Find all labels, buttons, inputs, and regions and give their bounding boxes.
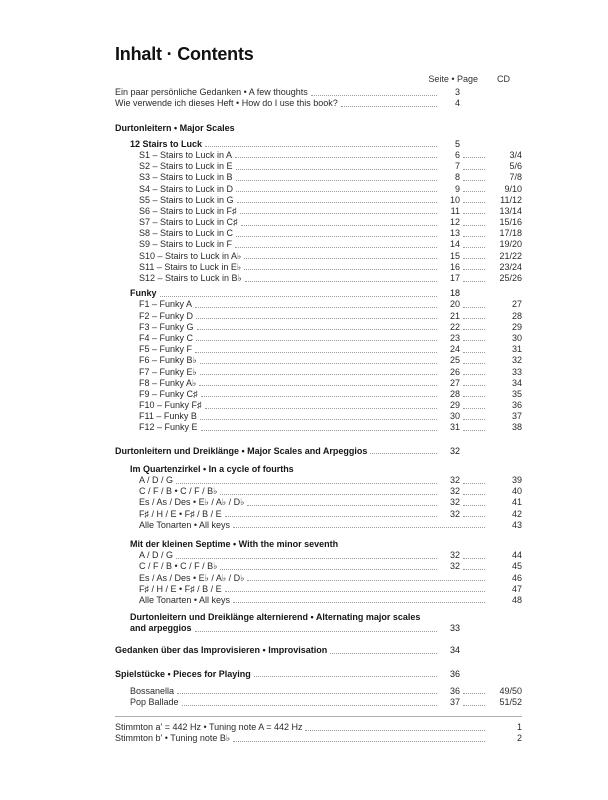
toc-entry-label: S5 – Stairs to Luck in G [139,194,234,205]
toc-entry-label: S4 – Stairs to Luck in D [139,183,234,194]
dot-leader [463,396,485,397]
toc-row [115,668,522,679]
dot-leader [200,374,437,375]
toc-row [115,150,522,161]
cd-number: 51/52 [499,697,522,707]
dot-leader [463,385,485,386]
dot-leader [220,494,437,495]
dot-leader [463,374,485,375]
toc-entry-label: F♯ / H / E • F♯ / B / E [139,508,222,519]
toc-entry-label: F8 – Funky A♭ [139,377,197,388]
page-number: 4 [454,98,460,109]
toc-entry-label: Pop Ballade [130,697,179,707]
dot-leader [233,741,485,742]
page-number: 26 [449,366,460,377]
dot-leader [463,157,485,158]
toc-row [115,733,522,744]
dot-leader [463,494,485,495]
toc-entry-label: F11 – Funky B [139,411,197,422]
toc-row [115,310,522,321]
page-number: 32 [449,445,460,456]
cd-number: 30 [511,332,522,343]
dot-leader [182,705,437,706]
toc-row [115,486,522,497]
toc-entry-label: F3 – Funky G [139,321,194,332]
dot-leader [176,558,437,559]
toc-entry-label: S11 – Stairs to Luck in E♭ [139,261,242,272]
dot-leader [463,247,485,248]
page-number: 7 [454,161,460,172]
toc-row [115,288,522,299]
toc-row [115,422,522,433]
dot-leader [233,527,485,528]
dot-leader [225,591,485,592]
toc-row [115,322,522,333]
toc-row [115,183,522,194]
dot-leader [463,236,485,237]
dot-leader [236,169,437,170]
page-number: 36 [449,685,460,696]
dot-leader [370,453,437,454]
dot-leader [199,385,437,386]
cd-number: 45 [511,561,522,572]
toc-row [115,273,522,284]
dot-leader [463,180,485,181]
cd-number: 33 [511,366,522,377]
dot-leader [233,602,485,603]
toc-row [115,98,522,109]
toc-row [115,722,522,733]
toc-row [115,206,522,217]
cd-number: 41 [511,497,522,508]
dot-leader [225,516,437,517]
page-number: 22 [449,321,460,332]
toc-entry-label: F1 – Funky A [139,299,193,310]
cd-number: 15/16 [499,217,522,228]
separator-rule [115,716,522,717]
page-column-header: Seite • Page [428,74,478,84]
dot-leader [463,318,485,319]
toc-list [115,87,522,744]
toc-row [115,217,522,228]
toc-row [115,572,522,583]
page-number: 29 [449,400,460,411]
cd-number: 46 [511,572,522,583]
page-number: 36 [449,668,460,679]
toc-row [115,122,522,133]
toc-row [115,299,522,310]
dot-leader [463,307,485,308]
page-number: 10 [449,194,460,205]
toc-row [115,239,522,250]
dot-leader [205,146,437,147]
toc-entry-label: F2 – Funky D [139,310,194,321]
toc-row [115,172,522,183]
page-number: 32 [449,550,460,561]
toc-entry-label: Funky [130,288,157,299]
cd-number: 23/24 [499,261,522,272]
dot-leader [245,281,437,282]
cd-number: 29 [511,321,522,332]
dot-leader [463,419,485,420]
toc-row [115,366,522,377]
dot-leader [235,157,437,158]
page-number: 28 [449,388,460,399]
toc-row [115,561,522,572]
toc-row [115,262,522,273]
cd-column-header: CD [497,74,510,84]
cd-number: 1 [516,722,522,733]
toc-entry-label: A / D / G [139,475,174,485]
cd-number: 28 [511,310,522,321]
page-number: 11 [450,205,460,216]
cd-number: 34 [511,377,522,388]
toc-entry-label: Bossanella [130,685,175,696]
page-number: 30 [449,411,460,422]
dot-leader [247,580,485,581]
dot-leader [196,318,437,319]
toc-entry-label: S8 – Stairs to Luck in C [139,228,234,239]
toc-row [115,355,522,366]
page-number: 21 [449,310,460,321]
cd-number: 49/50 [499,685,522,696]
toc-entry-label: F12 – Funky E [139,422,198,433]
toc-entry-label: F5 – Funky F [139,344,193,355]
toc-entry-label: F4 – Funky C [139,332,194,343]
cd-number: 35 [511,388,522,399]
dot-leader [160,296,437,297]
toc-row [115,389,522,400]
toc-content [115,44,522,744]
dot-leader [241,225,437,226]
toc-row [115,623,522,634]
toc-row [115,378,522,389]
dot-leader [305,730,485,731]
dot-leader [463,505,485,506]
toc-row [115,497,522,508]
toc-row [115,400,522,411]
toc-entry-label: Durtonleitern und Dreiklänge • Major Scales and Arpeggios [115,445,368,456]
toc-entry-label: Alle Tonarten • All keys [139,519,231,530]
toc-entry-label: S12 – Stairs to Luck in B♭ [139,273,242,283]
toc-row [115,595,522,606]
dot-leader [463,705,485,706]
page-number: 17 [449,273,460,283]
toc-entry-label: Durtonleitern • Major Scales [115,122,235,133]
toc-row [115,612,522,623]
page-number: 25 [449,355,460,366]
toc-entry-label: 12 Stairs to Luck [130,138,203,149]
dot-leader [195,307,437,308]
cd-number: 7/8 [509,172,522,183]
dot-leader [463,408,485,409]
dot-leader [463,281,485,282]
page-number: 31 [449,422,460,433]
page-number: 5 [454,138,460,149]
toc-entry-label: Mit der kleinen Septime • With the minor seventh [130,538,339,549]
cd-number: 40 [511,486,522,497]
page-number: 32 [449,561,460,572]
toc-entry-label: Ein paar persönliche Gedanken • A few thoughts [115,87,308,98]
cd-number: 9/10 [504,183,522,194]
toc-entry-label: S3 – Stairs to Luck in B [139,172,233,183]
dot-leader [247,505,437,506]
dot-leader [463,169,485,170]
page-number: 18 [449,288,460,299]
cd-number: 38 [511,422,522,433]
toc-entry-label: C / F / B • C / F / B♭ [139,561,218,572]
cd-number: 37 [511,411,522,422]
dot-leader [205,408,437,409]
dot-leader [311,95,437,96]
cd-number: 25/26 [499,273,522,283]
toc-row [115,520,522,531]
toc-row [115,250,522,261]
dot-leader [200,419,437,420]
cd-number: 2 [516,733,522,744]
dot-leader [463,225,485,226]
cd-number: 19/20 [499,239,522,250]
dot-leader [463,558,485,559]
toc-row [115,645,522,656]
cd-number: 21/22 [499,250,522,261]
toc-entry-label: Gedanken über das Improvisieren • Improvisation [115,645,328,656]
cd-number: 43 [511,519,522,530]
dot-leader [254,676,437,677]
page-number: 32 [449,508,460,519]
dot-leader [236,180,437,181]
dot-leader [237,202,437,203]
toc-row [115,697,522,708]
dot-leader [463,516,485,517]
cd-number: 27 [511,299,522,310]
dot-leader [201,396,437,397]
dot-leader [220,569,437,570]
dot-leader [235,247,437,248]
toc-row [115,195,522,206]
cd-number: 5/6 [509,161,522,172]
page-number: 13 [449,228,460,239]
toc-entry-label: S2 – Stairs to Luck in E [139,161,233,172]
cd-number: 47 [511,583,522,594]
toc-entry-label: Durtonleitern und Dreiklänge alternierend • Alternating major scales [130,612,421,623]
toc-entry-label: F10 – Funky F♯ [139,400,202,411]
page-number: 32 [449,497,460,508]
toc-row [115,139,522,150]
toc-row [115,508,522,519]
cd-number: 44 [511,550,522,561]
dot-leader [463,693,485,694]
toc-row [115,464,522,475]
toc-row [115,539,522,550]
dot-leader [463,363,485,364]
dot-leader [463,329,485,330]
toc-entry-label: F9 – Funky C♯ [139,388,198,399]
toc-entry-label: Stimmton a' = 442 Hz • Tuning note A = 442 Hz [115,722,303,733]
toc-entry-label: S10 – Stairs to Luck in A♭ [139,250,242,261]
cd-number: 36 [511,400,522,411]
cd-number: 13/14 [499,205,522,216]
dot-leader [236,236,437,237]
dot-leader [177,693,437,694]
dot-leader [196,340,437,341]
cd-number: 17/18 [499,228,522,239]
page-number: 6 [454,149,460,160]
page-number: 3 [454,87,460,98]
dot-leader [236,191,437,192]
dot-leader [244,269,437,270]
toc-entry-label: A / D / G [139,550,174,561]
dot-leader [197,329,437,330]
page-number: 24 [449,344,460,355]
toc-entry-label: and arpeggios [130,623,192,634]
page-number: 8 [454,172,460,183]
dot-leader [463,202,485,203]
toc-row [115,344,522,355]
toc-entry-label: Es / As / Des • E♭ / A♭ / D♭ [139,572,245,583]
dot-leader [463,569,485,570]
dot-leader [463,269,485,270]
cd-number: 39 [511,475,522,485]
dot-leader [201,430,437,431]
page-number: 9 [454,183,460,194]
toc-row [115,686,522,697]
toc-entry-label: C / F / B • C / F / B♭ [139,486,218,497]
page-number: 15 [449,250,460,261]
page-number: 23 [449,332,460,343]
page-title: Inhalt · Contents [115,44,254,64]
page-number: 32 [449,475,460,485]
toc-entry-label: Wie verwende ich dieses Heft • How do I use this book? [115,98,338,109]
dot-leader [240,213,437,214]
cd-number: 3/4 [509,149,522,160]
toc-entry-label: F6 – Funky B♭ [139,355,197,366]
dot-leader [463,352,485,353]
toc-entry-label: Spielstücke • Pieces for Playing [115,668,251,679]
toc-row [115,333,522,344]
dot-leader [195,352,437,353]
dot-leader [463,483,485,484]
cd-number: 31 [511,344,522,355]
toc-entry-label: S1 – Stairs to Luck in A [139,149,233,160]
toc-entry-label: Stimmton b' • Tuning note B♭ [115,733,231,744]
dot-leader [463,191,485,192]
toc-entry-label: Alle Tonarten • All keys [139,594,231,605]
cd-number: 11/12 [500,194,522,205]
dot-leader [463,430,485,431]
toc-row [115,475,522,486]
dot-leader [330,653,437,654]
toc-entry-label: F7 – Funky E♭ [139,366,197,377]
dot-leader [463,213,485,214]
toc-row [115,445,522,456]
page-number: 32 [449,486,460,497]
page-number: 33 [449,623,460,634]
cd-number: 32 [511,355,522,366]
page-number: 14 [449,239,460,250]
dot-leader [244,258,437,259]
page-number: 16 [449,261,460,272]
dot-leader [195,631,437,632]
toc-row [115,228,522,239]
dot-leader [341,106,437,107]
toc-row [115,550,522,561]
toc-row [115,87,522,98]
page-number: 12 [449,217,460,228]
toc-entry-label: S9 – Stairs to Luck in F [139,239,233,250]
toc-row [115,161,522,172]
page-number: 37 [449,697,460,707]
page-number: 20 [449,299,460,310]
dot-leader [176,483,437,484]
toc-entry-label: S6 – Stairs to Luck in F♯ [139,205,237,216]
dot-leader [200,363,437,364]
toc-entry-label: Im Quartenzirkel • In a cycle of fourths [130,463,294,474]
dot-leader [463,258,485,259]
dot-leader [463,340,485,341]
toc-entry-label: F♯ / H / E • F♯ / B / E [139,583,222,594]
page-number: 27 [449,377,460,388]
cd-number: 48 [511,594,522,605]
column-headers [115,74,522,84]
toc-entry-label: S7 – Stairs to Luck in C♯ [139,217,238,228]
toc-entry-label: Es / As / Des • E♭ / A♭ / D♭ [139,497,245,508]
page-number: 34 [449,645,460,656]
toc-row [115,411,522,422]
cd-number: 42 [511,508,522,519]
toc-row [115,584,522,595]
